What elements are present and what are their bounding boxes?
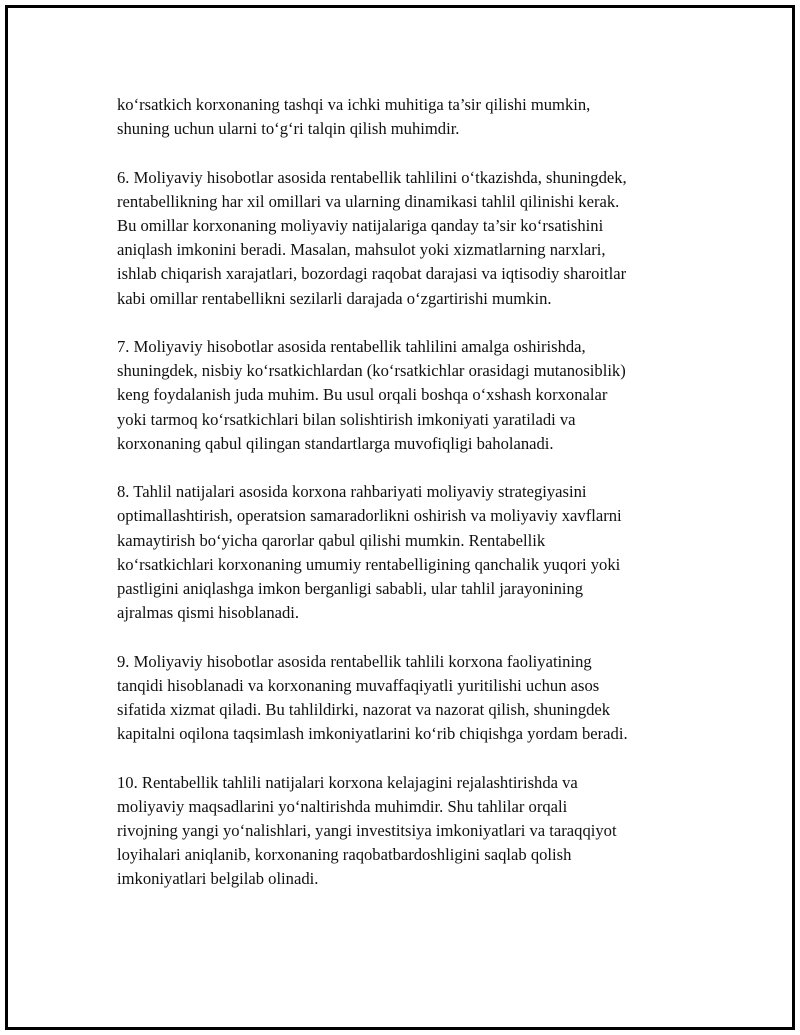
paragraph-9: 9. Moliyaviy hisobotlar asosida rentabellik tahlili korxona faoliyatining tanqidi hisoblanadi va korxonaning muvaffaqiyatli yuritilishi uchun asos sifatida xizmat qiladi. Bu tahlildirki, nazorat va nazorat qilish, shuningdek kapitalni oqilona taqsimlash imkoniyatlarini ko‘rib chiqishga yordam beradi. bbox=[117, 651, 628, 744]
paragraph-7: 7. Moliyaviy hisobotlar asosida rentabellik tahlilini amalga oshirishda, shuningdek, nisbiy ko‘rsatkichlardan (ko‘rsatkichlar orasidagi mutanosiblik) keng foydalanish juda muhim. Bu usul orqali boshqa o‘xshash korxonalar yoki tarmoq ko‘rsatkichlari bilan solishtirish imkoniyati yaratiladi va korxonaning qabul qilingan standartlarga muvofiqligi baholanadi. bbox=[117, 337, 626, 453]
paragraph-10: 10. Rentabellik tahlili natijalari korxona kelajagini rejalashtirishda va moliyaviy maqsadlarini yo‘naltirishda muhimdir. Shu tahlilar orqali rivojning yangi yo‘nalishlari, yangi investitsiya imkoniyatlari va taraqqiyot loyihalari aniqlanib, korxonaning raqobatbardoshligini saqlab qolish imkoniyatlari belgilab olinadi. bbox=[117, 772, 617, 889]
document-body bbox=[117, 93, 697, 916]
paragraph-continuation: ko‘rsatkich korxonaning tashqi va ichki muhitiga ta’sir qilishi mumkin, shuning uchun ularni to‘g‘ri talqin qilish muhimdir. bbox=[117, 95, 591, 139]
paragraph-8: 8. Tahlil natijalari asosida korxona rahbariyati moliyaviy strategiyasini optimallashtirish, operatsion samaradorlikni oshirish va moliyaviy xavflarni kamaytirish bo‘yicha qarorlar qabul qilishi mumkin. Rentabellik ko‘rsatkichlari korxonaning umumiy rentabelligining qanchalik yuqori yoki pastligini aniqlashga imkon berganligi sababli, ular tahlil jarayonining ajralmas qismi hisoblanadi. bbox=[117, 482, 622, 623]
paragraph-6: 6. Moliyaviy hisobotlar asosida rentabellik tahlilini o‘tkazishda, shuningdek, rentabellikning har xil omillari va ularning dinamikasi tahlil qilinishi kerak. Bu omillar korxonaning moliyaviy natijalariga qanday ta’sir ko‘rsatishini aniqlash imkonini beradi. Masalan, mahsulot yoki xizmatlarning narxlari, ishlab chiqarish xarajatlari, bozordagi raqobat darajasi va iqtisodiy sharoitlar kabi omillar rentabellikni sezilarli darajada o‘zgartirishi mumkin. bbox=[117, 167, 627, 308]
